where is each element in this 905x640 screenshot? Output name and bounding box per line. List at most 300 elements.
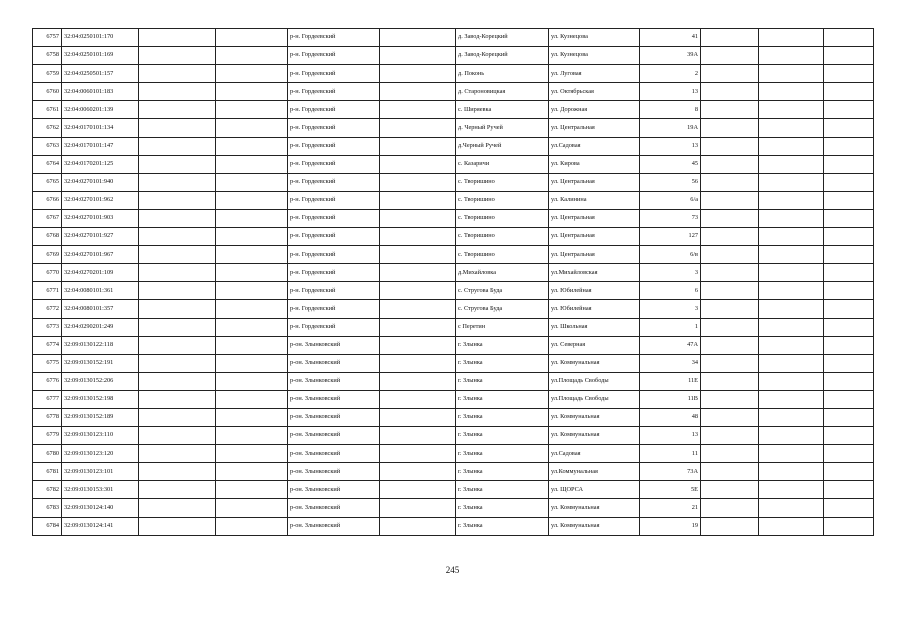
empty-col-3-cell <box>139 390 216 408</box>
street-cell: ул. Коммунальная <box>549 427 640 445</box>
empty-col-10-cell <box>701 228 759 246</box>
district-cell: р-н. Гордеевский <box>288 191 380 209</box>
empty-col-4-cell <box>216 47 288 65</box>
district-cell: р-он. Злынковский <box>288 463 380 481</box>
empty-col-12-cell <box>824 463 874 481</box>
row-number-cell: 6758 <box>33 47 62 65</box>
cadastral-number-cell: 32:04:0170101:147 <box>62 137 139 155</box>
district-cell: р-он. Злынковский <box>288 427 380 445</box>
house-number-cell: 8 <box>640 101 701 119</box>
empty-col-6-cell <box>380 65 456 83</box>
row-number-cell: 6777 <box>33 390 62 408</box>
row-number-cell: 6767 <box>33 209 62 227</box>
settlement-cell: с. Творишино <box>456 173 549 191</box>
street-cell: ул. Дорожная <box>549 101 640 119</box>
empty-col-6-cell <box>380 47 456 65</box>
empty-col-11-cell <box>759 463 824 481</box>
empty-col-10-cell <box>701 209 759 227</box>
table-row <box>33 372 874 390</box>
cadastral-number-cell: 32:09:0130123:110 <box>62 427 139 445</box>
empty-col-4-cell <box>216 191 288 209</box>
empty-col-3-cell <box>139 300 216 318</box>
settlement-cell: г. Злынка <box>456 481 549 499</box>
house-number-cell: 11В <box>640 390 701 408</box>
house-number-cell: 21 <box>640 499 701 517</box>
cadastral-number-cell: 32:09:0130123:120 <box>62 445 139 463</box>
empty-col-10-cell <box>701 173 759 191</box>
cadastral-number-cell: 32:09:0130152:198 <box>62 390 139 408</box>
street-cell: ул. Школьная <box>549 318 640 336</box>
district-cell: р-н. Гордеевский <box>288 47 380 65</box>
row-number-cell: 6772 <box>33 300 62 318</box>
row-number-cell: 6784 <box>33 517 62 535</box>
settlement-cell: г. Злынка <box>456 445 549 463</box>
table-row <box>33 173 874 191</box>
empty-col-4-cell <box>216 300 288 318</box>
empty-col-6-cell <box>380 390 456 408</box>
table-row <box>33 354 874 372</box>
street-cell: ул.Площадь Свободы <box>549 390 640 408</box>
empty-col-11-cell <box>759 246 824 264</box>
house-number-cell: 13 <box>640 83 701 101</box>
house-number-cell: 6 <box>640 282 701 300</box>
property-registry-table <box>32 28 874 536</box>
empty-col-6-cell <box>380 29 456 47</box>
empty-col-10-cell <box>701 354 759 372</box>
empty-col-12-cell <box>824 517 874 535</box>
empty-col-6-cell <box>380 83 456 101</box>
row-number-cell: 6776 <box>33 372 62 390</box>
settlement-cell: г. Злынка <box>456 499 549 517</box>
district-cell: р-н. Гордеевский <box>288 155 380 173</box>
empty-col-3-cell <box>139 47 216 65</box>
row-number-cell: 6762 <box>33 119 62 137</box>
row-number-cell: 6779 <box>33 427 62 445</box>
table-row <box>33 300 874 318</box>
street-cell: ул. Калинина <box>549 191 640 209</box>
table-row <box>33 101 874 119</box>
street-cell: ул.Садовая <box>549 445 640 463</box>
empty-col-3-cell <box>139 83 216 101</box>
empty-col-4-cell <box>216 83 288 101</box>
cadastral-number-cell: 32:04:0060101:183 <box>62 83 139 101</box>
empty-col-11-cell <box>759 372 824 390</box>
empty-col-12-cell <box>824 228 874 246</box>
empty-col-11-cell <box>759 408 824 426</box>
house-number-cell: 11Е <box>640 372 701 390</box>
settlement-cell: д. Поконь <box>456 65 549 83</box>
row-number-cell: 6766 <box>33 191 62 209</box>
empty-col-3-cell <box>139 137 216 155</box>
row-number-cell: 6773 <box>33 318 62 336</box>
settlement-cell: г. Злынка <box>456 372 549 390</box>
district-cell: р-он. Злынковский <box>288 372 380 390</box>
house-number-cell: 47А <box>640 336 701 354</box>
empty-col-11-cell <box>759 390 824 408</box>
street-cell: ул. ЩОРСА <box>549 481 640 499</box>
settlement-cell: с. Ширяевка <box>456 101 549 119</box>
settlement-cell: д. Староновицкая <box>456 83 549 101</box>
empty-col-4-cell <box>216 427 288 445</box>
empty-col-11-cell <box>759 209 824 227</box>
empty-col-6-cell <box>380 228 456 246</box>
empty-col-11-cell <box>759 481 824 499</box>
cadastral-number-cell: 32:04:0060201:139 <box>62 101 139 119</box>
row-number-cell: 6782 <box>33 481 62 499</box>
empty-col-6-cell <box>380 101 456 119</box>
empty-col-4-cell <box>216 517 288 535</box>
empty-col-12-cell <box>824 408 874 426</box>
street-cell: ул.Площадь Свободы <box>549 372 640 390</box>
empty-col-11-cell <box>759 445 824 463</box>
empty-col-10-cell <box>701 282 759 300</box>
row-number-cell: 6768 <box>33 228 62 246</box>
empty-col-6-cell <box>380 191 456 209</box>
empty-col-12-cell <box>824 246 874 264</box>
house-number-cell: 19 <box>640 517 701 535</box>
empty-col-4-cell <box>216 246 288 264</box>
street-cell: ул. Коммунальная <box>549 499 640 517</box>
empty-col-12-cell <box>824 101 874 119</box>
district-cell: р-н. Гордеевский <box>288 246 380 264</box>
table-row <box>33 246 874 264</box>
table-row <box>33 390 874 408</box>
table-row <box>33 119 874 137</box>
cadastral-number-cell: 32:04:0170101:134 <box>62 119 139 137</box>
empty-col-12-cell <box>824 354 874 372</box>
table-row <box>33 499 874 517</box>
house-number-cell: 19А <box>640 119 701 137</box>
empty-col-6-cell <box>380 463 456 481</box>
empty-col-11-cell <box>759 137 824 155</box>
cadastral-number-cell: 32:04:0290201:249 <box>62 318 139 336</box>
empty-col-12-cell <box>824 137 874 155</box>
empty-col-6-cell <box>380 481 456 499</box>
empty-col-11-cell <box>759 282 824 300</box>
empty-col-3-cell <box>139 463 216 481</box>
settlement-cell: г. Злынка <box>456 390 549 408</box>
cadastral-number-cell: 32:04:0270101:927 <box>62 228 139 246</box>
house-number-cell: 73 <box>640 209 701 227</box>
empty-col-12-cell <box>824 282 874 300</box>
cadastral-number-cell: 32:04:0270201:109 <box>62 264 139 282</box>
empty-col-4-cell <box>216 282 288 300</box>
empty-col-12-cell <box>824 300 874 318</box>
street-cell: ул. Центральная <box>549 246 640 264</box>
district-cell: р-н. Гордеевский <box>288 173 380 191</box>
empty-col-6-cell <box>380 137 456 155</box>
house-number-cell: 127 <box>640 228 701 246</box>
table-row <box>33 264 874 282</box>
table-row <box>33 191 874 209</box>
empty-col-3-cell <box>139 336 216 354</box>
empty-col-11-cell <box>759 517 824 535</box>
empty-col-11-cell <box>759 155 824 173</box>
empty-col-11-cell <box>759 173 824 191</box>
house-number-cell: 2 <box>640 65 701 83</box>
empty-col-11-cell <box>759 499 824 517</box>
empty-col-10-cell <box>701 408 759 426</box>
table-row <box>33 517 874 535</box>
empty-col-4-cell <box>216 408 288 426</box>
empty-col-4-cell <box>216 499 288 517</box>
empty-col-10-cell <box>701 83 759 101</box>
street-cell: ул. Центральная <box>549 228 640 246</box>
empty-col-10-cell <box>701 318 759 336</box>
row-number-cell: 6771 <box>33 282 62 300</box>
empty-col-10-cell <box>701 445 759 463</box>
empty-col-3-cell <box>139 318 216 336</box>
cadastral-number-cell: 32:04:0080101:361 <box>62 282 139 300</box>
empty-col-4-cell <box>216 137 288 155</box>
street-cell: ул. Северная <box>549 336 640 354</box>
cadastral-number-cell: 32:04:0270101:967 <box>62 246 139 264</box>
empty-col-6-cell <box>380 155 456 173</box>
row-number-cell: 6757 <box>33 29 62 47</box>
empty-col-10-cell <box>701 427 759 445</box>
empty-col-3-cell <box>139 101 216 119</box>
empty-col-11-cell <box>759 300 824 318</box>
empty-col-12-cell <box>824 481 874 499</box>
table-row <box>33 481 874 499</box>
district-cell: р-н. Гордеевский <box>288 119 380 137</box>
empty-col-12-cell <box>824 264 874 282</box>
district-cell: р-н. Гордеевский <box>288 300 380 318</box>
settlement-cell: г. Злынка <box>456 427 549 445</box>
street-cell: ул. Коммунальная <box>549 354 640 372</box>
empty-col-11-cell <box>759 29 824 47</box>
district-cell: р-н. Гордеевский <box>288 137 380 155</box>
empty-col-4-cell <box>216 372 288 390</box>
settlement-cell: д. Черный Ручей <box>456 119 549 137</box>
settlement-cell: г. Злынка <box>456 517 549 535</box>
street-cell: ул. Коммунальная <box>549 517 640 535</box>
table-row <box>33 83 874 101</box>
empty-col-10-cell <box>701 264 759 282</box>
settlement-cell: с. Творишино <box>456 209 549 227</box>
cadastral-number-cell: 32:04:0270101:903 <box>62 209 139 227</box>
row-number-cell: 6778 <box>33 408 62 426</box>
empty-col-6-cell <box>380 282 456 300</box>
cadastral-number-cell: 32:04:0250101:170 <box>62 29 139 47</box>
empty-col-4-cell <box>216 209 288 227</box>
empty-col-12-cell <box>824 209 874 227</box>
settlement-cell: с. Струговa Буда <box>456 282 549 300</box>
house-number-cell: 6/а <box>640 191 701 209</box>
empty-col-4-cell <box>216 463 288 481</box>
row-number-cell: 6770 <box>33 264 62 282</box>
settlement-cell: г. Злынка <box>456 463 549 481</box>
empty-col-12-cell <box>824 445 874 463</box>
house-number-cell: 1 <box>640 318 701 336</box>
empty-col-10-cell <box>701 246 759 264</box>
empty-col-6-cell <box>380 427 456 445</box>
empty-col-4-cell <box>216 390 288 408</box>
table-row <box>33 445 874 463</box>
empty-col-3-cell <box>139 481 216 499</box>
cadastral-number-cell: 32:09:0130124:141 <box>62 517 139 535</box>
house-number-cell: 41 <box>640 29 701 47</box>
empty-col-12-cell <box>824 119 874 137</box>
empty-col-10-cell <box>701 336 759 354</box>
table-row <box>33 29 874 47</box>
empty-col-3-cell <box>139 408 216 426</box>
settlement-cell: с. Казаричи <box>456 155 549 173</box>
house-number-cell: 13 <box>640 427 701 445</box>
street-cell: ул. Центральная <box>549 173 640 191</box>
settlement-cell: д. Завод-Корецкий <box>456 47 549 65</box>
table-row <box>33 318 874 336</box>
empty-col-12-cell <box>824 155 874 173</box>
settlement-cell: с. Струговa Буда <box>456 300 549 318</box>
row-number-cell: 6764 <box>33 155 62 173</box>
table-row <box>33 137 874 155</box>
empty-col-6-cell <box>380 517 456 535</box>
empty-col-6-cell <box>380 246 456 264</box>
empty-col-6-cell <box>380 408 456 426</box>
settlement-cell: г. Злынка <box>456 408 549 426</box>
empty-col-4-cell <box>216 228 288 246</box>
district-cell: р-он. Злынковский <box>288 408 380 426</box>
district-cell: р-н. Гордеевский <box>288 101 380 119</box>
empty-col-11-cell <box>759 318 824 336</box>
empty-col-3-cell <box>139 427 216 445</box>
empty-col-3-cell <box>139 517 216 535</box>
district-cell: р-он. Злынковский <box>288 390 380 408</box>
cadastral-number-cell: 32:09:0130152:206 <box>62 372 139 390</box>
table-row <box>33 427 874 445</box>
empty-col-3-cell <box>139 445 216 463</box>
empty-col-3-cell <box>139 155 216 173</box>
empty-col-10-cell <box>701 499 759 517</box>
empty-col-3-cell <box>139 372 216 390</box>
empty-col-6-cell <box>380 209 456 227</box>
empty-col-12-cell <box>824 427 874 445</box>
cadastral-number-cell: 32:09:0130152:189 <box>62 408 139 426</box>
house-number-cell: 48 <box>640 408 701 426</box>
house-number-cell: 5Е <box>640 481 701 499</box>
house-number-cell: 34 <box>640 354 701 372</box>
district-cell: р-он. Злынковский <box>288 481 380 499</box>
empty-col-4-cell <box>216 336 288 354</box>
street-cell: ул.Садовая <box>549 137 640 155</box>
cadastral-number-cell: 32:04:0080101:357 <box>62 300 139 318</box>
empty-col-3-cell <box>139 119 216 137</box>
empty-col-12-cell <box>824 191 874 209</box>
empty-col-12-cell <box>824 499 874 517</box>
cadastral-number-cell: 32:04:0250101:169 <box>62 47 139 65</box>
row-number-cell: 6780 <box>33 445 62 463</box>
empty-col-3-cell <box>139 282 216 300</box>
house-number-cell: 13 <box>640 137 701 155</box>
street-cell: ул. Юбилейная <box>549 300 640 318</box>
empty-col-6-cell <box>380 119 456 137</box>
empty-col-3-cell <box>139 246 216 264</box>
settlement-cell: г. Злынка <box>456 354 549 372</box>
table-row <box>33 65 874 83</box>
empty-col-4-cell <box>216 264 288 282</box>
page-number: 245 <box>445 565 460 575</box>
district-cell: р-он. Злынковский <box>288 336 380 354</box>
empty-col-10-cell <box>701 481 759 499</box>
house-number-cell: 11 <box>640 445 701 463</box>
settlement-cell: с Перетин <box>456 318 549 336</box>
empty-col-3-cell <box>139 173 216 191</box>
empty-col-11-cell <box>759 65 824 83</box>
empty-col-3-cell <box>139 191 216 209</box>
empty-col-11-cell <box>759 83 824 101</box>
empty-col-10-cell <box>701 119 759 137</box>
empty-col-6-cell <box>380 372 456 390</box>
house-number-cell: 3 <box>640 300 701 318</box>
house-number-cell: 56 <box>640 173 701 191</box>
district-cell: р-н. Гордеевский <box>288 83 380 101</box>
empty-col-12-cell <box>824 372 874 390</box>
settlement-cell: с. Творишино <box>456 228 549 246</box>
empty-col-3-cell <box>139 354 216 372</box>
cadastral-number-cell: 32:04:0170201:125 <box>62 155 139 173</box>
empty-col-10-cell <box>701 372 759 390</box>
district-cell: р-н. Гордеевский <box>288 318 380 336</box>
street-cell: ул. Луговая <box>549 65 640 83</box>
cadastral-number-cell: 32:09:0130153:301 <box>62 481 139 499</box>
house-number-cell: 3 <box>640 264 701 282</box>
empty-col-3-cell <box>139 228 216 246</box>
empty-col-3-cell <box>139 29 216 47</box>
street-cell: ул. Юбилейная <box>549 282 640 300</box>
district-cell: р-он. Злынковский <box>288 517 380 535</box>
street-cell: ул. Коммунальная <box>549 408 640 426</box>
row-number-cell: 6759 <box>33 65 62 83</box>
empty-col-10-cell <box>701 155 759 173</box>
district-cell: р-н. Гордеевский <box>288 264 380 282</box>
empty-col-11-cell <box>759 191 824 209</box>
empty-col-12-cell <box>824 318 874 336</box>
empty-col-11-cell <box>759 47 824 65</box>
street-cell: ул. Кузнецова <box>549 47 640 65</box>
row-number-cell: 6774 <box>33 336 62 354</box>
cadastral-number-cell: 32:09:0130122:118 <box>62 336 139 354</box>
table-row <box>33 336 874 354</box>
cadastral-number-cell: 32:09:0130124:140 <box>62 499 139 517</box>
empty-col-4-cell <box>216 354 288 372</box>
house-number-cell: 73А <box>640 463 701 481</box>
row-number-cell: 6761 <box>33 101 62 119</box>
empty-col-4-cell <box>216 173 288 191</box>
empty-col-4-cell <box>216 481 288 499</box>
empty-col-12-cell <box>824 173 874 191</box>
empty-col-10-cell <box>701 65 759 83</box>
house-number-cell: 45 <box>640 155 701 173</box>
empty-col-3-cell <box>139 264 216 282</box>
row-number-cell: 6763 <box>33 137 62 155</box>
row-number-cell: 6775 <box>33 354 62 372</box>
empty-col-10-cell <box>701 29 759 47</box>
settlement-cell: с. Творишино <box>456 191 549 209</box>
table-row <box>33 47 874 65</box>
empty-col-11-cell <box>759 228 824 246</box>
empty-col-12-cell <box>824 29 874 47</box>
empty-col-11-cell <box>759 119 824 137</box>
settlement-cell: д.Черный Ручей <box>456 137 549 155</box>
street-cell: ул.Коммунальная <box>549 463 640 481</box>
street-cell: ул. Октябрьская <box>549 83 640 101</box>
empty-col-10-cell <box>701 137 759 155</box>
empty-col-11-cell <box>759 101 824 119</box>
district-cell: р-он. Злынковский <box>288 354 380 372</box>
empty-col-6-cell <box>380 354 456 372</box>
row-number-cell: 6783 <box>33 499 62 517</box>
